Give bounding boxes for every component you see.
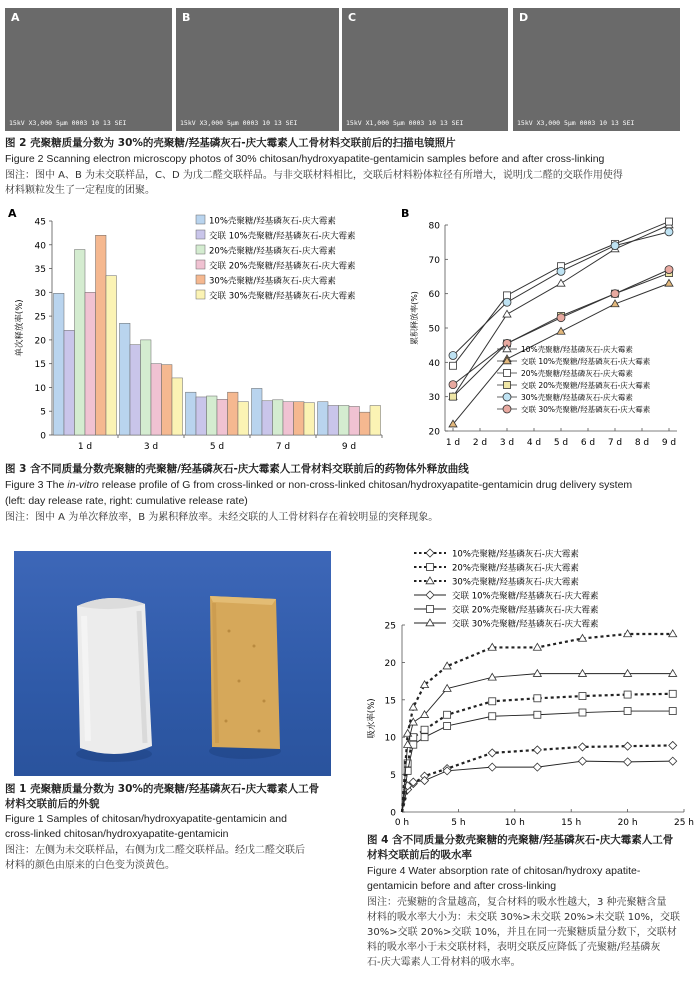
x-tick-label: 1 d <box>445 438 461 448</box>
data-point <box>611 242 619 250</box>
legend-marker <box>426 577 434 584</box>
figure-1-title-line-2: 材料交联前后的外貌 <box>5 798 100 810</box>
data-point <box>444 711 451 718</box>
release-bar-chart <box>0 203 390 455</box>
y-tick-label: 70 <box>428 255 440 266</box>
legend-label: 20%壳聚糖/羟基磷灰石-庆大霉素 <box>521 369 633 378</box>
legend-swatch <box>196 215 205 224</box>
cumulative-release-line-chart <box>395 203 691 455</box>
bar <box>162 365 173 435</box>
y-tick-label: 20 <box>428 427 440 438</box>
legend-label: 交联 20%壳聚糖/羟基磷灰石-庆大霉素 <box>209 261 356 272</box>
x-tick-label: 0 h <box>394 818 410 828</box>
legend-label: 交联 30%壳聚糖/羟基磷灰石-庆大霉素 <box>521 405 651 414</box>
data-point <box>409 703 417 710</box>
sample-photo-drawing <box>14 551 331 776</box>
y-tick-label: 5 <box>390 771 396 782</box>
legend-label: 交联 20%壳聚糖/羟基磷灰石-庆大霉素 <box>521 381 651 390</box>
data-point <box>421 734 428 741</box>
legend-label: 10%壳聚糖/羟基磷灰石-庆大霉素 <box>452 549 579 560</box>
bar <box>196 397 207 435</box>
x-tick-label: 5 d <box>553 438 569 448</box>
figure-4-note-line: 30%>交联 20%>交联 10%，并且在同一壳聚糖质量分数下，交联材 <box>367 927 677 938</box>
y-tick-label: 35 <box>34 265 46 276</box>
figure-1-note-line-1: 图注：左侧为未交联样品，右侧为戊二醛交联样品。经戊二醛交联后 <box>5 845 305 856</box>
data-point <box>533 746 541 754</box>
figure-2-note-line-2: 材料颗粒发生了一定程度的团聚。 <box>5 185 155 196</box>
data-point <box>624 691 631 698</box>
legend-label: 交联 10%壳聚糖/羟基磷灰石-庆大霉素 <box>209 231 356 242</box>
data-point <box>578 757 586 765</box>
data-point <box>666 218 673 225</box>
bar <box>120 323 131 435</box>
data-point <box>578 670 586 677</box>
legend-marker <box>504 370 511 377</box>
bar <box>151 364 162 435</box>
bar <box>294 402 305 435</box>
legend-label: 30%壳聚糖/羟基磷灰石-庆大霉素 <box>452 577 579 588</box>
data-point <box>503 310 511 317</box>
data-point <box>665 228 673 236</box>
figure-4-title-line-1: 图 4 含不同质量分数壳聚糖的壳聚糖/羟基磷灰石-庆大霉素人工骨 <box>367 834 674 846</box>
panel-letter: B <box>182 11 191 24</box>
series-line <box>402 674 673 812</box>
figure-2-note-line-1: 图注：图中 A、B 为未交联样品，C、D 为戊二醛交联样品。与非交联材料相比，交联后材料粉体粒径有所增大，说明戊二醛的交联作用使得 <box>5 170 623 181</box>
figure-4-title-line-2: 材料交联前后的吸水率 <box>367 849 472 861</box>
legend-swatch <box>196 290 205 299</box>
bar <box>96 235 107 435</box>
data-point <box>534 695 541 702</box>
data-point <box>557 267 565 275</box>
x-tick-label: 8 d <box>634 438 650 448</box>
bar <box>252 388 263 435</box>
figure-3-title-en <box>5 478 690 493</box>
figure-3-title-en-post: release profile of G from cross-linked or non-cross-linked chitosan/hydroxyapatite-gentamicin drug delivery system <box>98 479 633 491</box>
figure-1-note-line-2: 材料的颜色由原来的白色变为淡黄色。 <box>5 860 175 871</box>
data-point <box>444 722 451 729</box>
data-point <box>450 393 457 400</box>
data-point <box>488 749 496 757</box>
data-point <box>449 351 457 359</box>
bar <box>172 378 183 435</box>
figure-4-note <box>367 895 692 970</box>
series-line <box>402 634 673 812</box>
bar <box>75 250 86 435</box>
bar <box>106 276 117 435</box>
bar <box>217 399 228 435</box>
x-tick-label: 15 h <box>561 818 582 828</box>
legend-label: 10%壳聚糖/羟基磷灰石-庆大霉素 <box>521 345 633 354</box>
legend-label: 10%壳聚糖/羟基磷灰石-庆大霉素 <box>209 216 336 227</box>
figure-4-title-en-line-1: Figure 4 Water absorption rate of chitosan/hydroxy apatite- <box>367 865 641 877</box>
legend-swatch <box>196 245 205 254</box>
y-axis-label: 累积释放率(%) <box>410 291 419 345</box>
bar <box>370 406 381 435</box>
y-tick-label: 15 <box>384 696 396 707</box>
sem-scalebar-text: 15kV X1,000 5μm 0003 10 13 SEI <box>346 119 464 127</box>
x-tick-label: 6 d <box>580 438 596 448</box>
y-tick-label: 50 <box>428 324 440 335</box>
legend-marker <box>503 393 511 401</box>
y-tick-label: 25 <box>384 621 396 632</box>
panel-letter: C <box>348 11 357 24</box>
figure-3-note: 图注：图中 A 为单次释放率，B 为累积释放率。未经交联的人工骨材料存在着较明显的突释现象。 <box>5 512 439 523</box>
x-tick-label: 10 h <box>504 818 525 828</box>
bar <box>238 402 249 435</box>
data-point <box>489 713 496 720</box>
bar <box>318 402 329 435</box>
figure-1-title-line-1: 图 1 壳聚糖质量分数为 30%的壳聚糖/羟基磷灰石-庆大霉素人工骨 <box>5 783 320 795</box>
bar <box>130 345 141 435</box>
legend-marker <box>504 382 511 389</box>
x-tick-label: 3 d <box>499 438 515 448</box>
legend-label: 交联 10%壳聚糖/羟基磷灰石-庆大霉素 <box>452 591 599 602</box>
data-point <box>624 742 632 750</box>
data-point <box>624 708 631 715</box>
series-line <box>453 273 669 397</box>
legend-label: 交联 20%壳聚糖/羟基磷灰石-庆大霉素 <box>452 605 599 616</box>
data-point <box>669 670 677 677</box>
panel-letter: A <box>11 11 20 24</box>
sem-photo-a <box>5 8 172 131</box>
sem-photo-c <box>342 8 508 131</box>
panel-letter: B <box>401 207 410 220</box>
legend-label: 20%壳聚糖/羟基磷灰石-庆大霉素 <box>209 246 336 257</box>
figure-4-note-line: 材料的吸水率大小为：未交联 30%>未交联 20%>未交联 10%，交联 <box>367 912 680 923</box>
bar <box>283 402 294 435</box>
x-tick-label: 5 d <box>209 442 225 452</box>
bar <box>228 392 239 435</box>
data-point <box>669 741 677 749</box>
y-tick-label: 5 <box>40 407 46 418</box>
bar <box>304 403 315 435</box>
x-tick-label: 25 h <box>673 818 694 828</box>
bar <box>85 292 96 435</box>
y-tick-label: 45 <box>34 217 46 228</box>
bar <box>54 293 65 435</box>
legend-marker <box>427 606 434 613</box>
y-tick-label: 60 <box>428 290 440 301</box>
data-point <box>533 670 541 677</box>
bar <box>339 406 350 435</box>
bar <box>186 392 197 435</box>
x-tick-label: 2 d <box>472 438 488 448</box>
data-point <box>669 757 677 765</box>
sample-photo <box>14 551 331 776</box>
legend-marker <box>426 619 434 626</box>
figure-2-title: 图 2 壳聚糖质量分数为 30%的壳聚糖/羟基磷灰石-庆大霉素人工骨材料交联前后的扫描电镜照片 <box>5 137 456 149</box>
x-tick-label: 20 h <box>617 818 638 828</box>
panel-letter: D <box>519 11 529 24</box>
sem-photo-b <box>176 8 339 131</box>
y-tick-label: 0 <box>40 431 46 442</box>
figure-3-title-en-line-2: (left: day release rate, right: cumulative release rate) <box>5 495 248 507</box>
figure-4-note-line: 图注：壳聚糖的含量越高，复合材料的吸水性越大，3 种壳聚糖含量 <box>367 897 667 908</box>
bar <box>262 401 273 435</box>
series-line <box>453 232 669 356</box>
legend-label: 30%壳聚糖/羟基磷灰石-庆大霉素 <box>209 276 336 287</box>
x-tick-label: 9 d <box>661 438 677 448</box>
data-point <box>557 279 565 286</box>
data-point <box>611 290 619 298</box>
data-point <box>579 709 586 716</box>
data-point <box>579 693 586 700</box>
legend-marker <box>427 564 434 571</box>
sem-photo-d <box>513 8 680 131</box>
data-point <box>533 763 541 771</box>
legend-swatch <box>196 275 205 284</box>
bar <box>349 406 360 435</box>
x-tick-label: 9 d <box>341 442 357 452</box>
figure-4-note-line: 料的吸水率小于未交联材料，表明交联反应降低了壳聚糖/羟基磷灰 <box>367 942 661 953</box>
y-axis-label: 单次释放率(%) <box>15 299 25 357</box>
bar <box>273 400 284 435</box>
panel-letter: A <box>8 207 17 220</box>
figure-3-title-en-italic: in-vitro <box>67 479 99 491</box>
data-point <box>624 670 632 677</box>
data-point <box>669 708 676 715</box>
series-line <box>402 745 673 812</box>
data-point <box>488 763 496 771</box>
figure-4-note-line: 石-庆大霉素人工骨材料的吸水率。 <box>367 957 521 968</box>
data-point <box>665 266 673 274</box>
sem-scalebar-text: 15kV X3,000 5μm 0003 10 13 SEI <box>517 119 635 127</box>
legend-marker <box>503 405 511 413</box>
legend-label: 交联 30%壳聚糖/羟基磷灰石-庆大霉素 <box>209 291 356 302</box>
sem-scalebar-text: 15kV X3,000 5μm 0003 10 13 SEI <box>9 119 127 127</box>
bar <box>360 412 371 435</box>
figure-4-title-en-line-2: gentamicin before and after cross-linking <box>367 880 557 892</box>
data-point <box>665 279 673 286</box>
data-point <box>669 630 677 637</box>
data-point <box>557 314 565 322</box>
data-point <box>624 758 632 766</box>
legend-label: 交联 10%壳聚糖/羟基磷灰石-庆大霉素 <box>521 357 651 366</box>
data-point <box>450 362 457 369</box>
data-point <box>489 698 496 705</box>
legend-swatch <box>196 260 205 269</box>
bar <box>141 340 152 435</box>
x-tick-label: 7 d <box>275 442 291 452</box>
y-tick-label: 80 <box>428 221 440 232</box>
sem-scalebar-text: 15kV X3,000 5μm 0003 10 13 SEI <box>180 119 298 127</box>
figure-1-title-en-line-2: cross-linked chitosan/hydroxyapatite-gentamicin <box>5 828 229 840</box>
data-point <box>669 690 676 697</box>
x-tick-label: 3 d <box>143 442 159 452</box>
data-point <box>533 643 541 650</box>
y-tick-label: 0 <box>390 808 396 819</box>
y-tick-label: 15 <box>34 360 46 371</box>
y-tick-label: 10 <box>384 733 396 744</box>
x-tick-label: 4 d <box>526 438 542 448</box>
data-point <box>557 327 565 334</box>
y-tick-label: 25 <box>34 312 46 323</box>
y-tick-label: 40 <box>428 358 440 369</box>
y-tick-label: 40 <box>34 241 46 252</box>
figure-3-title: 图 3 含不同质量分数壳聚糖的壳聚糖/羟基磷灰石-庆大霉素人工骨材料交联前后的药物体外释放曲线 <box>5 463 469 475</box>
figure-2-title-en: Figure 2 Scanning electron microscopy photos of 30% chitosan/hydroxyapatite-gentamicin samples before and after cross-linking <box>5 153 605 165</box>
bar <box>328 406 339 435</box>
x-tick-label: 7 d <box>607 438 623 448</box>
legend-label: 交联 30%壳聚糖/羟基磷灰石-庆大霉素 <box>452 619 599 630</box>
bar <box>64 330 75 435</box>
data-point <box>578 743 586 751</box>
x-tick-label: 1 d <box>77 442 93 452</box>
bar <box>207 396 218 435</box>
data-point <box>503 298 511 306</box>
water-absorption-line-chart <box>356 540 694 828</box>
x-tick-label: 5 h <box>451 818 466 828</box>
y-tick-label: 20 <box>384 658 396 669</box>
y-tick-label: 20 <box>34 336 46 347</box>
legend-marker <box>426 591 434 599</box>
data-point <box>504 292 511 299</box>
legend-label: 30%壳聚糖/羟基磷灰石-庆大霉素 <box>521 393 633 402</box>
y-axis-label: 吸水率(%) <box>367 698 377 739</box>
y-tick-label: 10 <box>34 383 46 394</box>
legend-swatch <box>196 230 205 239</box>
legend-marker <box>426 549 434 557</box>
figure-3-title-en-pre: Figure 3 The <box>5 479 68 491</box>
legend-label: 20%壳聚糖/羟基磷灰石-庆大霉素 <box>452 563 579 574</box>
data-point <box>421 726 428 733</box>
y-tick-label: 30 <box>428 393 440 404</box>
figure-1-title-en-line-1: Figure 1 Samples of chitosan/hydroxyapatite-gentamicin and <box>5 813 287 825</box>
y-tick-label: 30 <box>34 288 46 299</box>
data-point <box>534 711 541 718</box>
data-point <box>449 381 457 389</box>
